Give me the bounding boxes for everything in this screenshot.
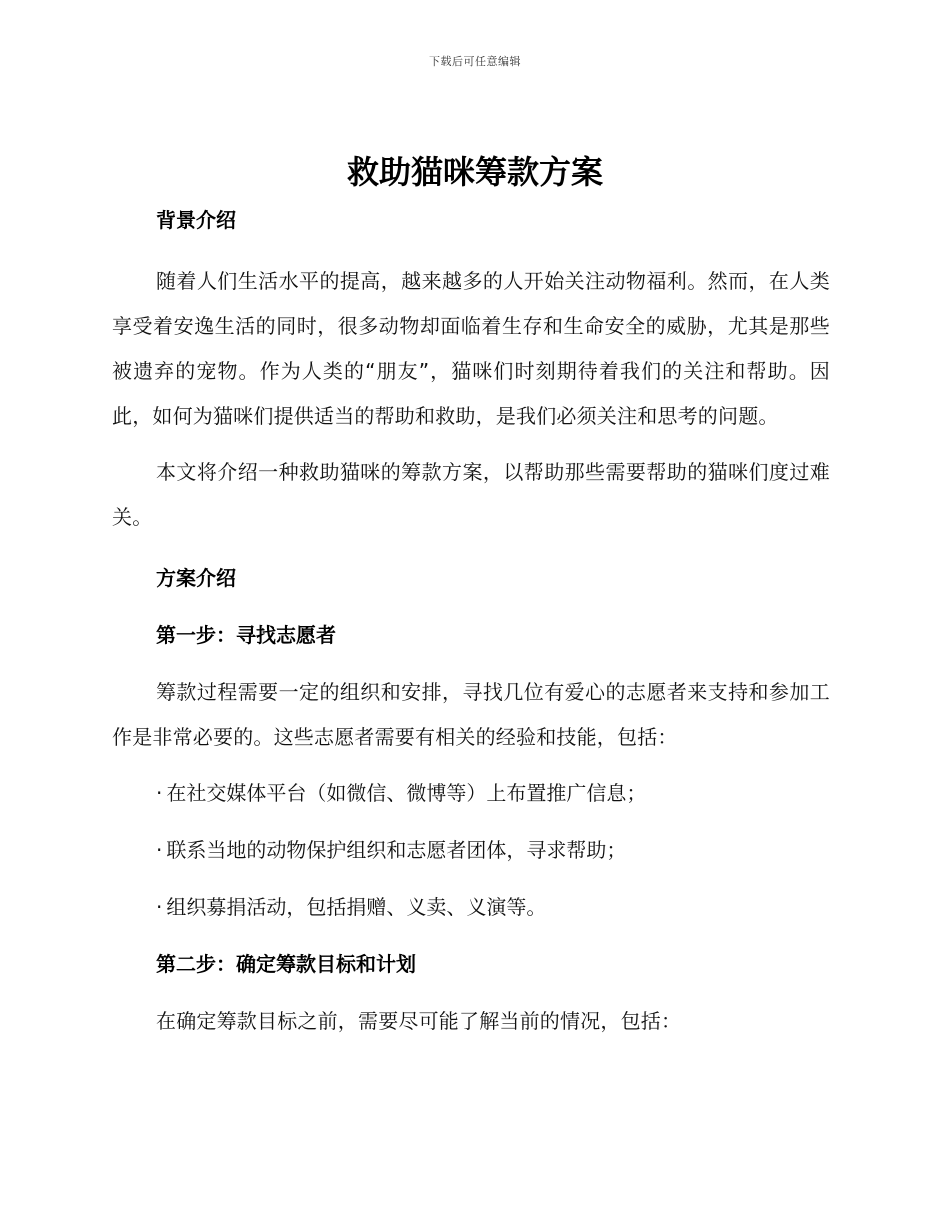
paragraph-background-1: 随着人们生活水平的提高，越来越多的人开始关注动物福利。然而，在人类享受着安逸生活的同时，很多动物却面临着生存和生命安全的威胁，尤其是那些被遗弃的宠物。作为人类的“朋友”，猫咪们时刻期待着我们的关注和帮助。因此，如何为猫咪们提供适当的帮助和救助，是我们必须关注和思考的问题。 — [112, 269, 830, 428]
step1-heading: 第一步：寻找志愿者 — [156, 623, 336, 647]
paragraph-step2: 在确定筹款目标之前，需要尽可能了解当前的情况，包括： — [156, 1009, 682, 1033]
bullet-dot-icon: · — [156, 895, 163, 919]
step2-heading: 第二步：确定筹款目标和计划 — [156, 952, 416, 976]
paragraph-background-2: 本文将介绍一种救助猫咪的筹款方案，以帮助那些需要帮助的猫咪们度过难关。 — [112, 460, 830, 529]
section-heading-background: 背景介绍 — [156, 208, 236, 232]
list-item — [112, 832, 830, 868]
section-heading-plan: 方案介绍 — [156, 566, 236, 590]
list-item-text: 组织募捐活动，包括捐赠、义卖、义演等。 — [166, 895, 547, 919]
bullet-dot-icon: · — [156, 781, 163, 805]
document-body — [112, 202, 830, 1039]
document-title: 救助猫咪筹款方案 — [346, 153, 603, 191]
list-item-text: 在社交媒体平台（如微信、微博等）上布置推广信息； — [166, 781, 647, 805]
list-item — [112, 775, 830, 811]
header-note: 下载后可任意编辑 — [429, 55, 521, 68]
paragraph-step1: 筹款过程需要一定的组织和安排，寻找几位有爱心的志愿者来支持和参加工作是非常必要的。这些志愿者需要有相关的经验和技能，包括： — [112, 680, 830, 749]
bullet-dot-icon: · — [156, 838, 163, 862]
list-item — [112, 889, 830, 925]
list-item-text: 联系当地的动物保护组织和志愿者团体，寻求帮助； — [166, 838, 627, 862]
